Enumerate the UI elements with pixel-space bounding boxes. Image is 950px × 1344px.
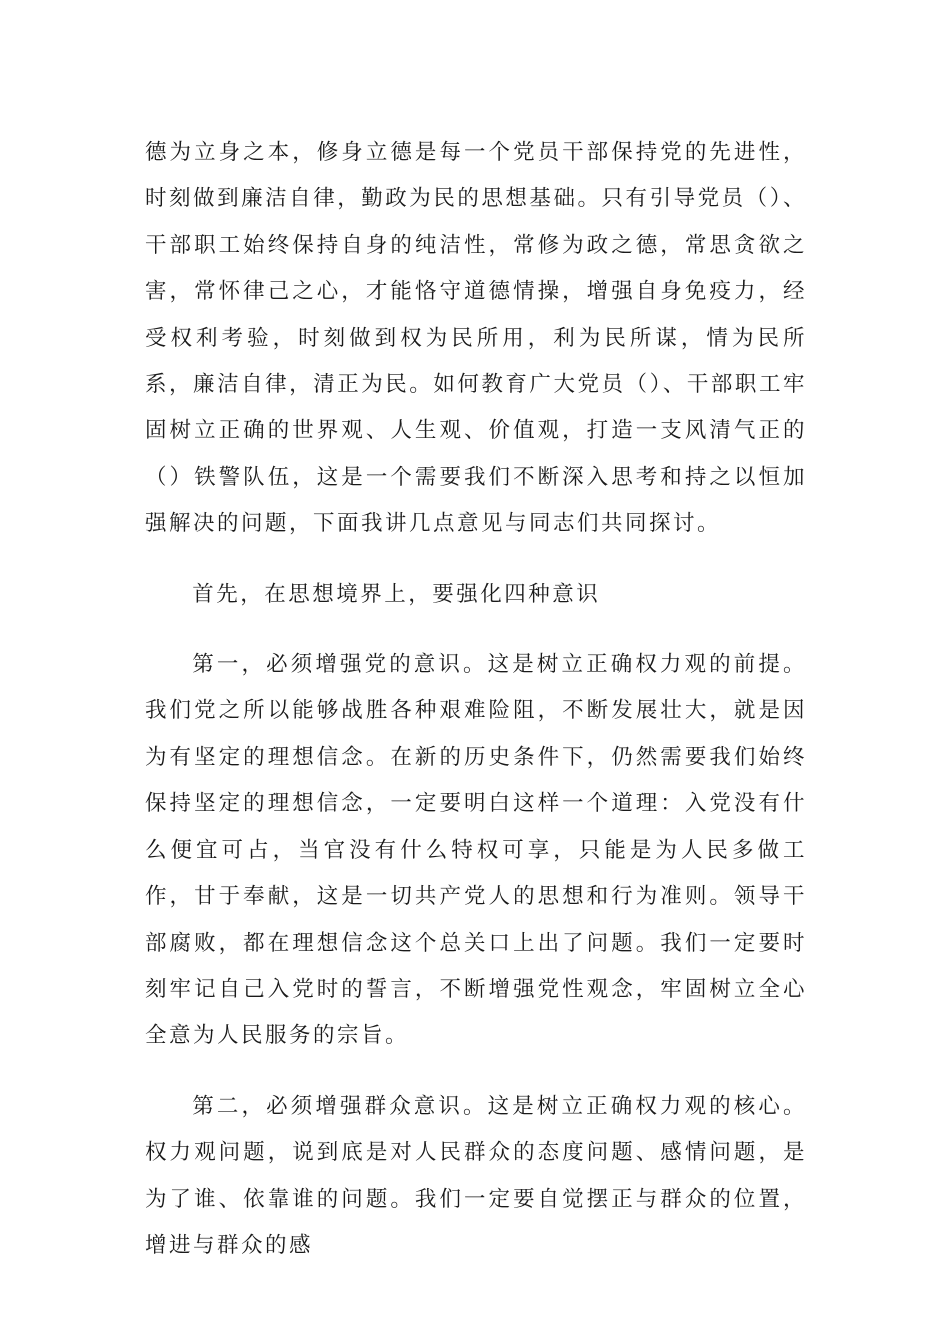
paragraph-second-point: 第二，必须增强群众意识。这是树立正确权力观的核心。权力观问题，说到底是对人民群众的态度问题、感情问题，是为了谁、依靠谁的问题。我们一定要自觉摆正与群众的位置，增进与群众的感 [145,1093,807,1258]
document-body [145,130,807,1269]
section-heading: 首先，在思想境界上，要强化四种意识 [192,581,601,607]
paragraph-intro: 德为立身之本，修身立德是每一个党员干部保持党的先进性，时刻做到廉洁自律，勤政为民的思想基础。只有引导党员（）、干部职工始终保持自身的纯洁性，常修为政之德，常思贪欲之害，常怀律己之心，才能恪守道德情操，增强自身免疫力，经受权利考验，时刻做到权为民所用，利为民所谋，情为民所系，廉洁自律，清正为民。如何教育广大党员（）、干部职工牢固树立正确的世界观、人生观、价值观，打造一支风清气正的（）铁警队伍，这是一个需要我们不断深入思考和持之以恒加强解决的问题，下面我讲几点意见与同志们共同探讨。 [145,140,807,537]
paragraph-first-point: 第一，必须增强党的意识。这是树立正确权力观的前提。我们党之所以能够战胜各种艰难险阻，不断发展壮大，就是因为有坚定的理想信念。在新的历史条件下，仍然需要我们始终保持坚定的理想信念，一定要明白这样一个道理：入党没有什么便宜可占，当官没有什么特权可享，只能是为人民多做工作，甘于奉献，这是一切共产党人的思想和行为准则。领导干部腐败，都在理想信念这个总关口上出了问题。我们一定要时刻牢记自己入党时的誓言，不断增强党性观念，牢固树立全心全意为人民服务的宗旨。 [145,652,807,1049]
